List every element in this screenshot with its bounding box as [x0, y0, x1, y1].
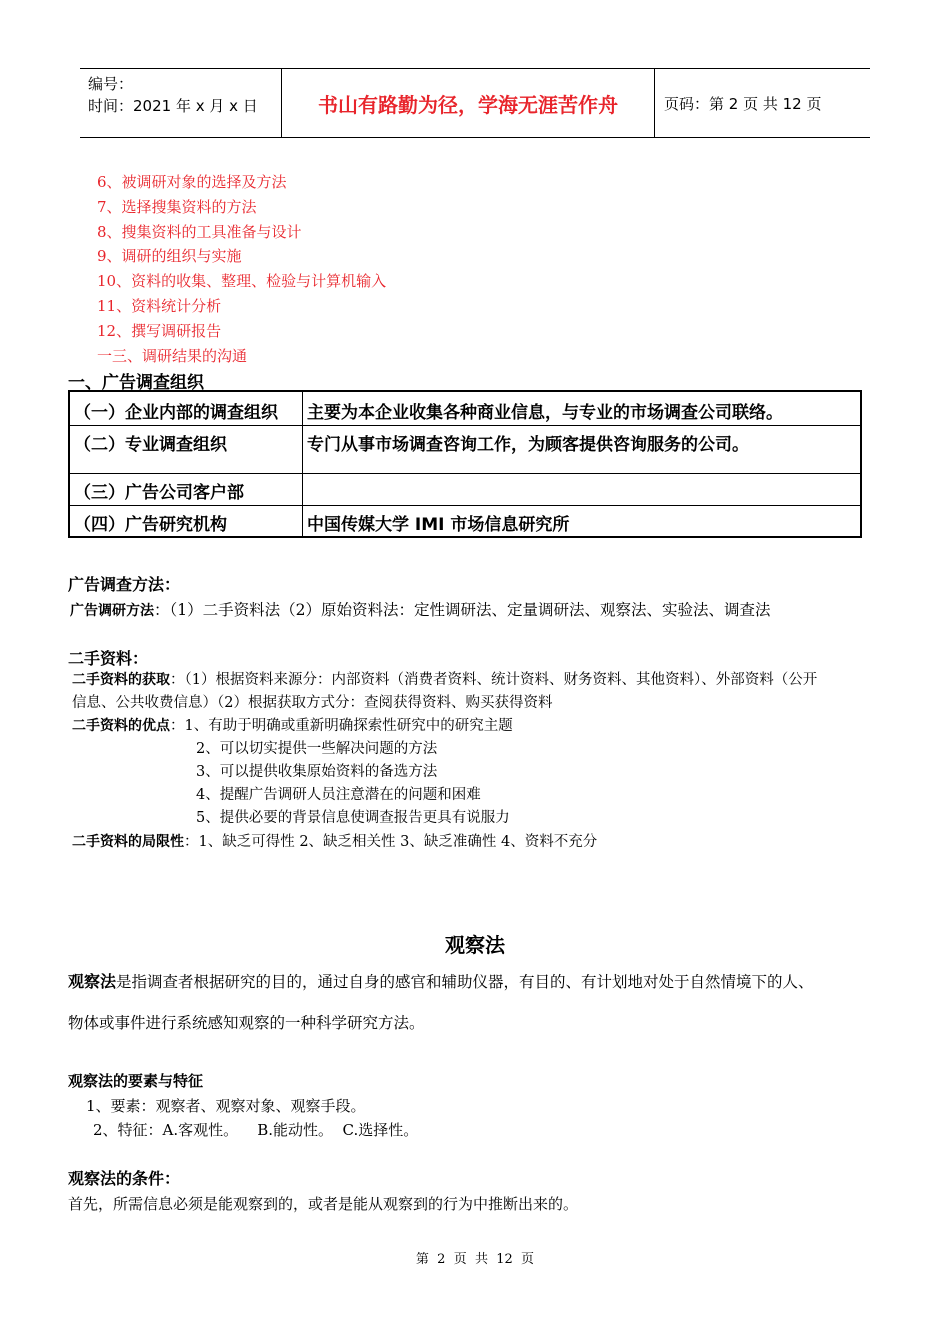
table-row — [69, 425, 861, 473]
secondary-title: 二手资料： — [68, 649, 149, 668]
limits-line — [72, 830, 597, 851]
advantage-item: 4、提醒广告调研人员注意潜在的问题和困难 — [196, 787, 481, 803]
acquire-label: 二手资料的获取 — [72, 672, 170, 688]
table-row — [69, 473, 861, 505]
list-item: 11、资料统计分析 — [97, 296, 222, 315]
methods-title: 广告调查方法： — [68, 575, 181, 594]
header-page-info: 页码：第 2 页 共 12 页 — [664, 95, 822, 113]
limits-text: ：1、缺乏可得性 2、缺乏相关性 3、缺乏准确性 4、资料不充分 — [184, 834, 598, 850]
advantage-item: 3、可以提供收集原始资料的备选方法 — [196, 764, 438, 780]
observation-def-line-2: 物体或事件进行系统感知观察的一种科学研究方法。 — [68, 1014, 425, 1032]
table-cell: 专门从事市场调查咨询工作，为顾客提供咨询服务的公司。 — [303, 425, 862, 473]
org-table — [68, 390, 862, 538]
header-motto: 书山有路勤为径，学海无涯苦作舟 — [318, 93, 618, 117]
limits-label: 二手资料的局限性 — [72, 834, 184, 850]
observation-def-text: 是指调查者根据研究的目的，通过自身的感官和辅助仪器，有目的、有计划地对处于自然情境下的人、 — [116, 973, 814, 991]
conditions-text: 首先，所需信息必须是能观察到的，或者是能从观察到的行为中推断出来的。 — [68, 1195, 579, 1213]
advantage-item: ：1、有助于明确或重新明确探索性研究中的研究主题 — [170, 718, 513, 734]
list-item: 9、调研的组织与实施 — [97, 247, 242, 266]
advantage-item: 2、可以切实提供一些解决问题的方法 — [196, 741, 438, 757]
table-cell: （二）专业调查组织 — [69, 425, 303, 473]
header-number: 编号： — [88, 75, 134, 93]
acquire-text: ：（1）根据资料来源分：内部资料（消费者资料、统计资料、财务资料、其他资料）、外部资料（公开 — [170, 672, 818, 688]
secondary-acquire-line — [72, 668, 817, 689]
table-cell: 主要为本企业收集各种商业信息，与专业的市场调查公司联络。 — [303, 391, 862, 425]
table-cell: （一）企业内部的调查组织 — [69, 391, 303, 425]
methods-text: ：（1）二手资料法（2）原始资料法：定性调研法、定量调研法、观察法、实验法、调查法 — [154, 601, 771, 619]
header-divider — [654, 69, 655, 137]
table-row — [69, 391, 861, 425]
list-item: 一三、调研结果的沟通 — [97, 346, 248, 365]
conditions-title: 观察法的条件： — [68, 1169, 181, 1188]
header-meta — [88, 73, 258, 117]
features-line: 2、特征：A.客观性。 B.能动性。 C.选择性。 — [93, 1121, 419, 1139]
header-time: 时间：2021 年 x 月 x 日 — [88, 97, 258, 115]
elements-line: 1、要素：观察者、观察对象、观察手段。 — [86, 1097, 366, 1115]
advantages-label: 二手资料的优点 — [72, 718, 170, 734]
observation-heading: 观察法 — [445, 933, 505, 957]
page-footer: 第 2 页 共 12 页 — [415, 1252, 535, 1267]
methods-line — [70, 598, 770, 620]
observation-def-line — [68, 969, 814, 992]
secondary-acquire-line-2: 信息、公共收费信息）（2）根据获取方式分：查阅获得资料、购买获得资料 — [72, 695, 553, 711]
list-item: 7、选择搜集资料的方法 — [97, 197, 257, 216]
advantages-line — [72, 714, 513, 735]
methods-label: 广告调研方法 — [70, 603, 154, 619]
table-cell — [303, 473, 862, 505]
section-title: 一、广告调查组织 — [68, 373, 204, 393]
page-header — [80, 68, 870, 138]
list-item: 8、搜集资料的工具准备与设计 — [97, 222, 302, 241]
elements-title: 观察法的要素与特征 — [68, 1072, 204, 1090]
list-item: 6、被调研对象的选择及方法 — [97, 173, 287, 191]
table-cell: （四）广告研究机构 — [69, 505, 303, 537]
advantage-item: 5、提供必要的背景信息使调查报告更具有说服力 — [196, 810, 510, 826]
list-item: 10、资料的收集、整理、检验与计算机输入 — [97, 272, 387, 291]
table-cell: （三）广告公司客户部 — [69, 473, 303, 505]
research-steps-list — [97, 170, 386, 368]
table-row — [69, 505, 861, 537]
list-item: 12、撰写调研报告 — [97, 321, 222, 340]
observation-def-label: 观察法 — [68, 972, 117, 991]
table-cell: 中国传媒大学 IMI 市场信息研究所 — [303, 505, 862, 537]
